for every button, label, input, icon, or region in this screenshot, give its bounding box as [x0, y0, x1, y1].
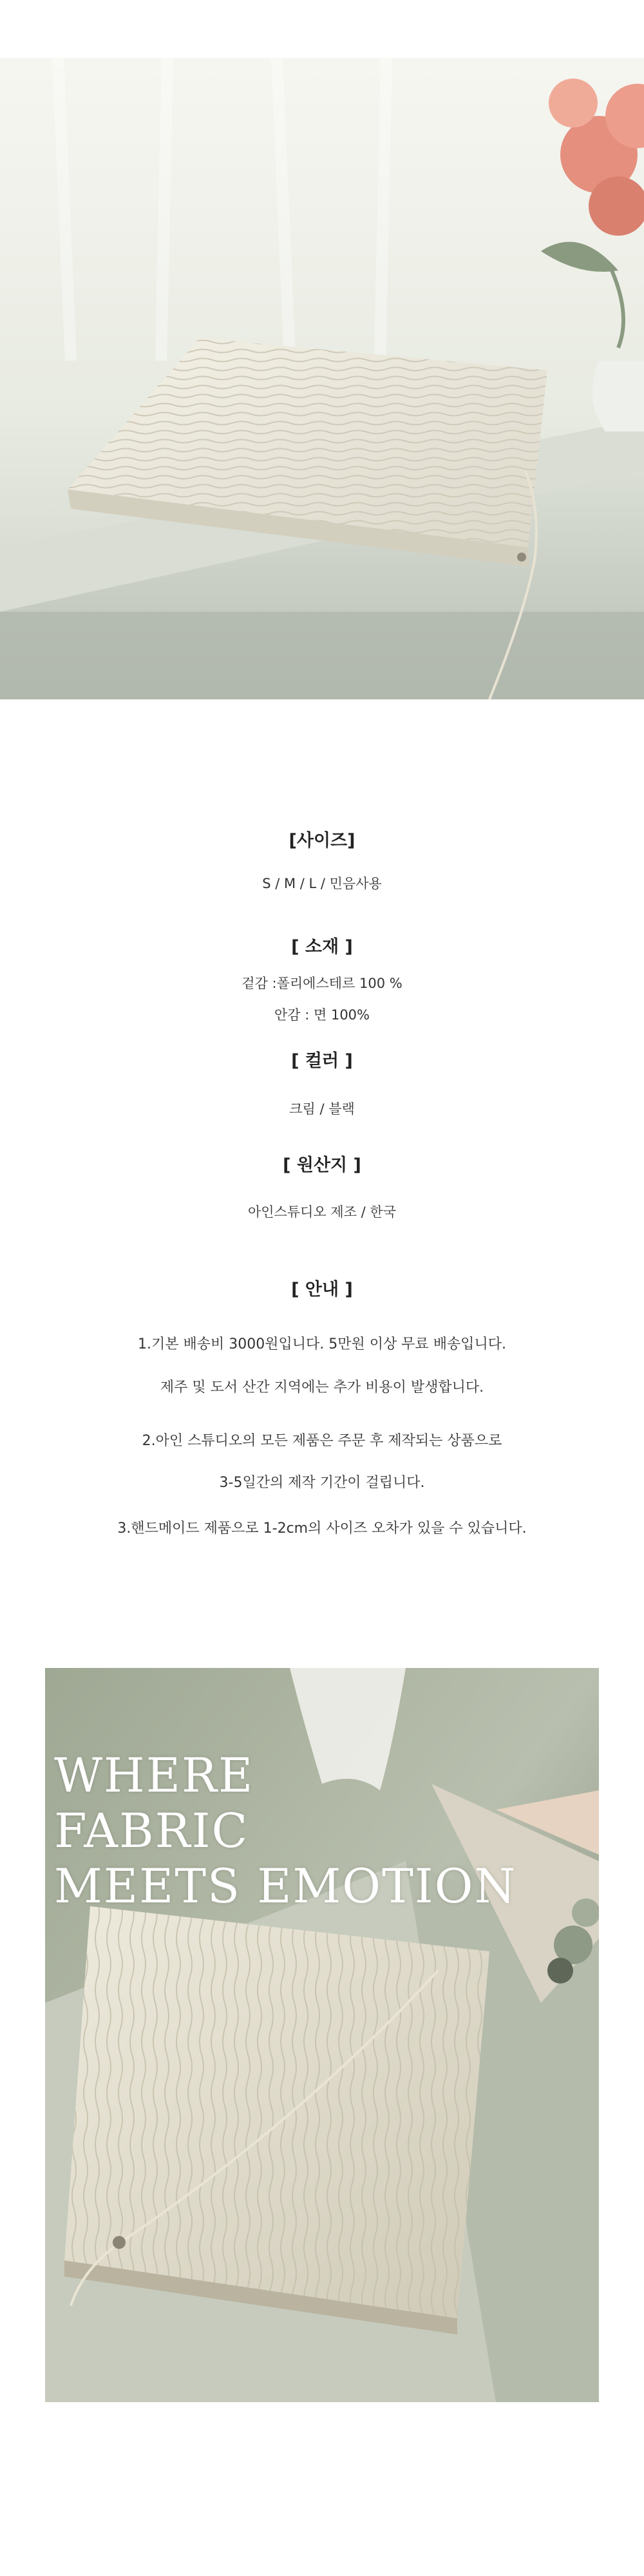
color-value: 크림 / 블랙: [289, 1101, 355, 1117]
notice-line: 1.기본 배송비 3000원입니다. 5만원 이상 무료 배송입니다.: [138, 1336, 506, 1352]
notice-line: 제주 및 도서 산간 지역에는 추가 비용이 발생합니다.: [160, 1379, 484, 1396]
origin-heading: [ 원산지 ]: [283, 1155, 361, 1175]
color-heading: [ 컬러 ]: [291, 1051, 353, 1071]
tagline-line-1: WHERE: [54, 1748, 254, 1803]
material-inner: 안감 : 면 100%: [274, 1007, 370, 1023]
hero-product-photo: [0, 58, 644, 699]
tagline-line-3: MEETS EMOTION: [54, 1859, 517, 1914]
notice-line: 3-5일간의 제작 기간이 걸립니다.: [219, 1475, 425, 1491]
size-heading: [사이즈]: [289, 831, 355, 851]
size-value: S / M / L / 민음사용: [262, 876, 382, 891]
material-outer: 겉감 :폴리에스테르 100 %: [242, 976, 402, 991]
notice-line: 3.핸드메이드 제품으로 1-2cm의 사이즈 오차가 있을 수 있습니다.: [117, 1520, 527, 1537]
origin-value: 아인스튜디오 제조 / 한국: [248, 1204, 396, 1220]
notice-heading: [ 안내 ]: [291, 1280, 353, 1300]
tagline-line-2: FABRIC: [54, 1804, 249, 1859]
material-heading: [ 소재 ]: [291, 937, 353, 957]
notice-line: 2.아인 스튜디오의 모든 제품은 주문 후 제작되는 상품으로: [142, 1433, 502, 1449]
